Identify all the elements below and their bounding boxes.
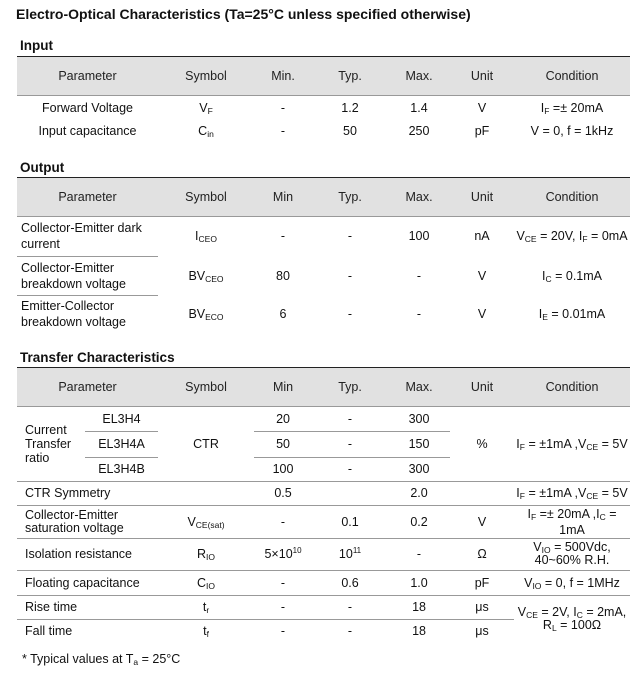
param-cell: Floating capacitance	[17, 570, 158, 595]
max-cell: 100	[388, 216, 450, 256]
min-cell: 80	[276, 268, 290, 283]
min-cell: -	[280, 124, 286, 138]
col-header-parameter: Parameter	[17, 178, 158, 216]
col-header-min: Min	[254, 368, 312, 406]
unit-cell: %	[450, 406, 514, 481]
table-row	[17, 295, 630, 333]
col-header-parameter: Parameter	[17, 368, 158, 406]
symbol-cell: $t_r$	[158, 595, 254, 619]
max-cell: 250	[408, 124, 430, 138]
max-cell: 1.0	[388, 570, 450, 595]
max-cell: 150	[388, 431, 450, 457]
min-cell: -	[254, 619, 312, 643]
symbol-cell: $I_{CEO}$	[158, 216, 254, 256]
symbol-cell: $BV_{ECO}$	[188, 307, 224, 322]
unit-cell	[450, 481, 514, 505]
condition-cell: $V_{CE} = 20V$, $I_F = 0mA$	[514, 216, 630, 256]
param-cell: Fall time	[17, 619, 158, 643]
col-header-max: Max.	[388, 178, 450, 216]
typ-cell: -	[347, 462, 353, 476]
symbol-cell: $V_F$	[158, 95, 254, 120]
unit-cell: μs	[450, 595, 514, 619]
param-cell: Isolation resistance	[17, 538, 158, 570]
table-row	[17, 481, 630, 505]
symbol-cell	[158, 481, 254, 505]
unit-cell: Ω	[450, 538, 514, 570]
col-header-min: Min.	[254, 57, 312, 95]
symbol-cell: $BV_{CEO}$	[188, 268, 224, 284]
col-header-unit: Unit	[450, 368, 514, 406]
max-cell: -	[416, 268, 422, 283]
col-header-condition: Condition	[514, 178, 630, 216]
min-cell: -	[254, 505, 312, 538]
output-table	[17, 178, 630, 333]
ctr-label: Current Transfer ratio	[17, 406, 85, 481]
min-cell: 20	[254, 406, 312, 431]
col-header-unit: Unit	[450, 178, 514, 216]
unit-cell: pF	[474, 124, 490, 138]
col-header-max: Max.	[388, 57, 450, 95]
col-header-max: Max.	[388, 368, 450, 406]
part-cell: EL3H4	[85, 406, 158, 431]
symbol-cell: $R_{IO}$	[158, 538, 254, 570]
condition-cell: $I_F =\pm 20mA$	[514, 95, 630, 120]
part-cell: EL3H4B	[98, 462, 145, 476]
max-cell: 2.0	[388, 481, 450, 505]
transfer-table	[17, 368, 630, 643]
typ-cell: 0.6	[312, 570, 388, 595]
table-row	[17, 570, 630, 595]
max-cell: -	[416, 307, 422, 321]
col-header-typ: Typ.	[312, 57, 388, 95]
col-header-min: Min	[254, 178, 312, 216]
table-row	[17, 595, 630, 619]
typ-cell: 50	[343, 124, 357, 138]
condition-cell: $V_{IO} = 0$, f = 1MHz	[514, 570, 630, 595]
min-cell: $5\times 10^{10}$	[254, 538, 312, 570]
condition-cell: $I_F =\pm 20mA$ $,I_C = 1mA$	[514, 505, 630, 538]
table-row	[17, 256, 630, 295]
max-cell: -	[388, 538, 450, 570]
max-cell: 300	[408, 462, 430, 476]
condition-cell: $I_E = 0.01mA$	[538, 307, 606, 322]
col-header-condition: Condition	[514, 57, 630, 95]
col-header-symbol: Symbol	[158, 57, 254, 95]
footnote: * Typical values at $T_a = 25^\circ C$	[22, 652, 181, 667]
unit-cell: V	[450, 95, 514, 120]
part-cell: EL3H4A	[85, 431, 158, 457]
param-cell: Collector-Emitter dark current	[17, 216, 158, 256]
condition-cell: $V_{IO} = 500Vdc$, 40~60% R.H.	[514, 538, 630, 570]
symbol-cell: $t_f$	[158, 619, 254, 643]
symbol-cell: CTR	[158, 406, 254, 481]
param-cell: Collector-Emitter saturation voltage	[17, 505, 158, 538]
unit-cell: pF	[450, 570, 514, 595]
col-header-typ: Typ.	[312, 368, 388, 406]
table-row	[17, 538, 630, 570]
typ-cell: 1.2	[312, 95, 388, 120]
col-header-symbol: Symbol	[158, 368, 254, 406]
table-row	[17, 216, 630, 256]
page-title: Electro-Optical Characteristics (Ta=25°C unless specified otherwise)	[16, 6, 471, 22]
max-cell: 0.2	[388, 505, 450, 538]
typ-cell: -	[347, 307, 353, 321]
min-cell: 0.5	[254, 481, 312, 505]
min-cell: 6	[279, 307, 287, 321]
unit-cell: μs	[450, 619, 514, 643]
table-row	[17, 120, 630, 142]
typ-cell: -	[312, 595, 388, 619]
param-cell: CTR Symmetry	[17, 481, 158, 505]
max-cell: 300	[388, 406, 450, 431]
typ-cell: -	[347, 268, 353, 283]
unit-cell: V	[450, 505, 514, 538]
min-cell: -	[254, 216, 312, 256]
typ-cell: -	[312, 619, 388, 643]
max-cell: 18	[388, 619, 450, 643]
unit-cell: nA	[450, 216, 514, 256]
typ-cell: 0.1	[312, 505, 388, 538]
table-row	[17, 95, 630, 120]
col-header-typ: Typ.	[312, 178, 388, 216]
condition-cell: $I_F = \pm 1mA$ $,V_{CE} = 5V$	[514, 481, 630, 505]
typ-cell	[312, 481, 388, 505]
unit-cell: V	[477, 268, 487, 283]
condition-cell: V = 0, f = 1kHz	[530, 124, 614, 138]
section-output-heading: Output	[20, 160, 65, 175]
input-table	[17, 57, 630, 142]
param-cell: Forward Voltage	[17, 95, 158, 120]
col-header-unit: Unit	[450, 57, 514, 95]
min-cell: 50	[254, 431, 312, 457]
max-cell: 18	[388, 595, 450, 619]
min-cell: 100	[272, 462, 294, 476]
section-input-heading: Input	[20, 38, 53, 53]
table-row	[17, 505, 630, 538]
unit-cell: V	[477, 307, 487, 321]
condition-cell: $V_{CE} = 2V$, $I_C = 2mA$, $R_L = 100\Omega$	[514, 595, 630, 643]
param-cell: Rise time	[17, 595, 158, 619]
typ-cell: -	[312, 406, 388, 431]
symbol-cell: $C_{IO}$	[158, 570, 254, 595]
col-header-condition: Condition	[514, 368, 630, 406]
col-header-parameter: Parameter	[17, 57, 158, 95]
typ-cell: -	[312, 216, 388, 256]
max-cell: 1.4	[388, 95, 450, 120]
param-cell: Input capacitance	[38, 124, 137, 138]
symbol-cell: $C_{in}$	[198, 124, 214, 139]
typ-cell: $10^{11}$	[312, 538, 388, 570]
condition-cell: $I_C = 0.1mA$	[542, 268, 602, 284]
col-header-symbol: Symbol	[158, 178, 254, 216]
condition-cell: $I_F = \pm 1mA$ $,V_{CE} = 5V$	[514, 406, 630, 481]
param-cell: Collector-Emitter breakdown voltage	[17, 256, 158, 295]
min-cell: -	[254, 570, 312, 595]
min-cell: -	[254, 595, 312, 619]
min-cell: -	[254, 95, 312, 120]
param-cell: Emitter-Collector breakdown voltage	[21, 299, 126, 330]
table-row	[17, 406, 630, 431]
typ-cell: -	[312, 431, 388, 457]
section-transfer-heading: Transfer Characteristics	[20, 350, 175, 365]
symbol-cell: $V_{CE(sat)}$	[158, 505, 254, 538]
